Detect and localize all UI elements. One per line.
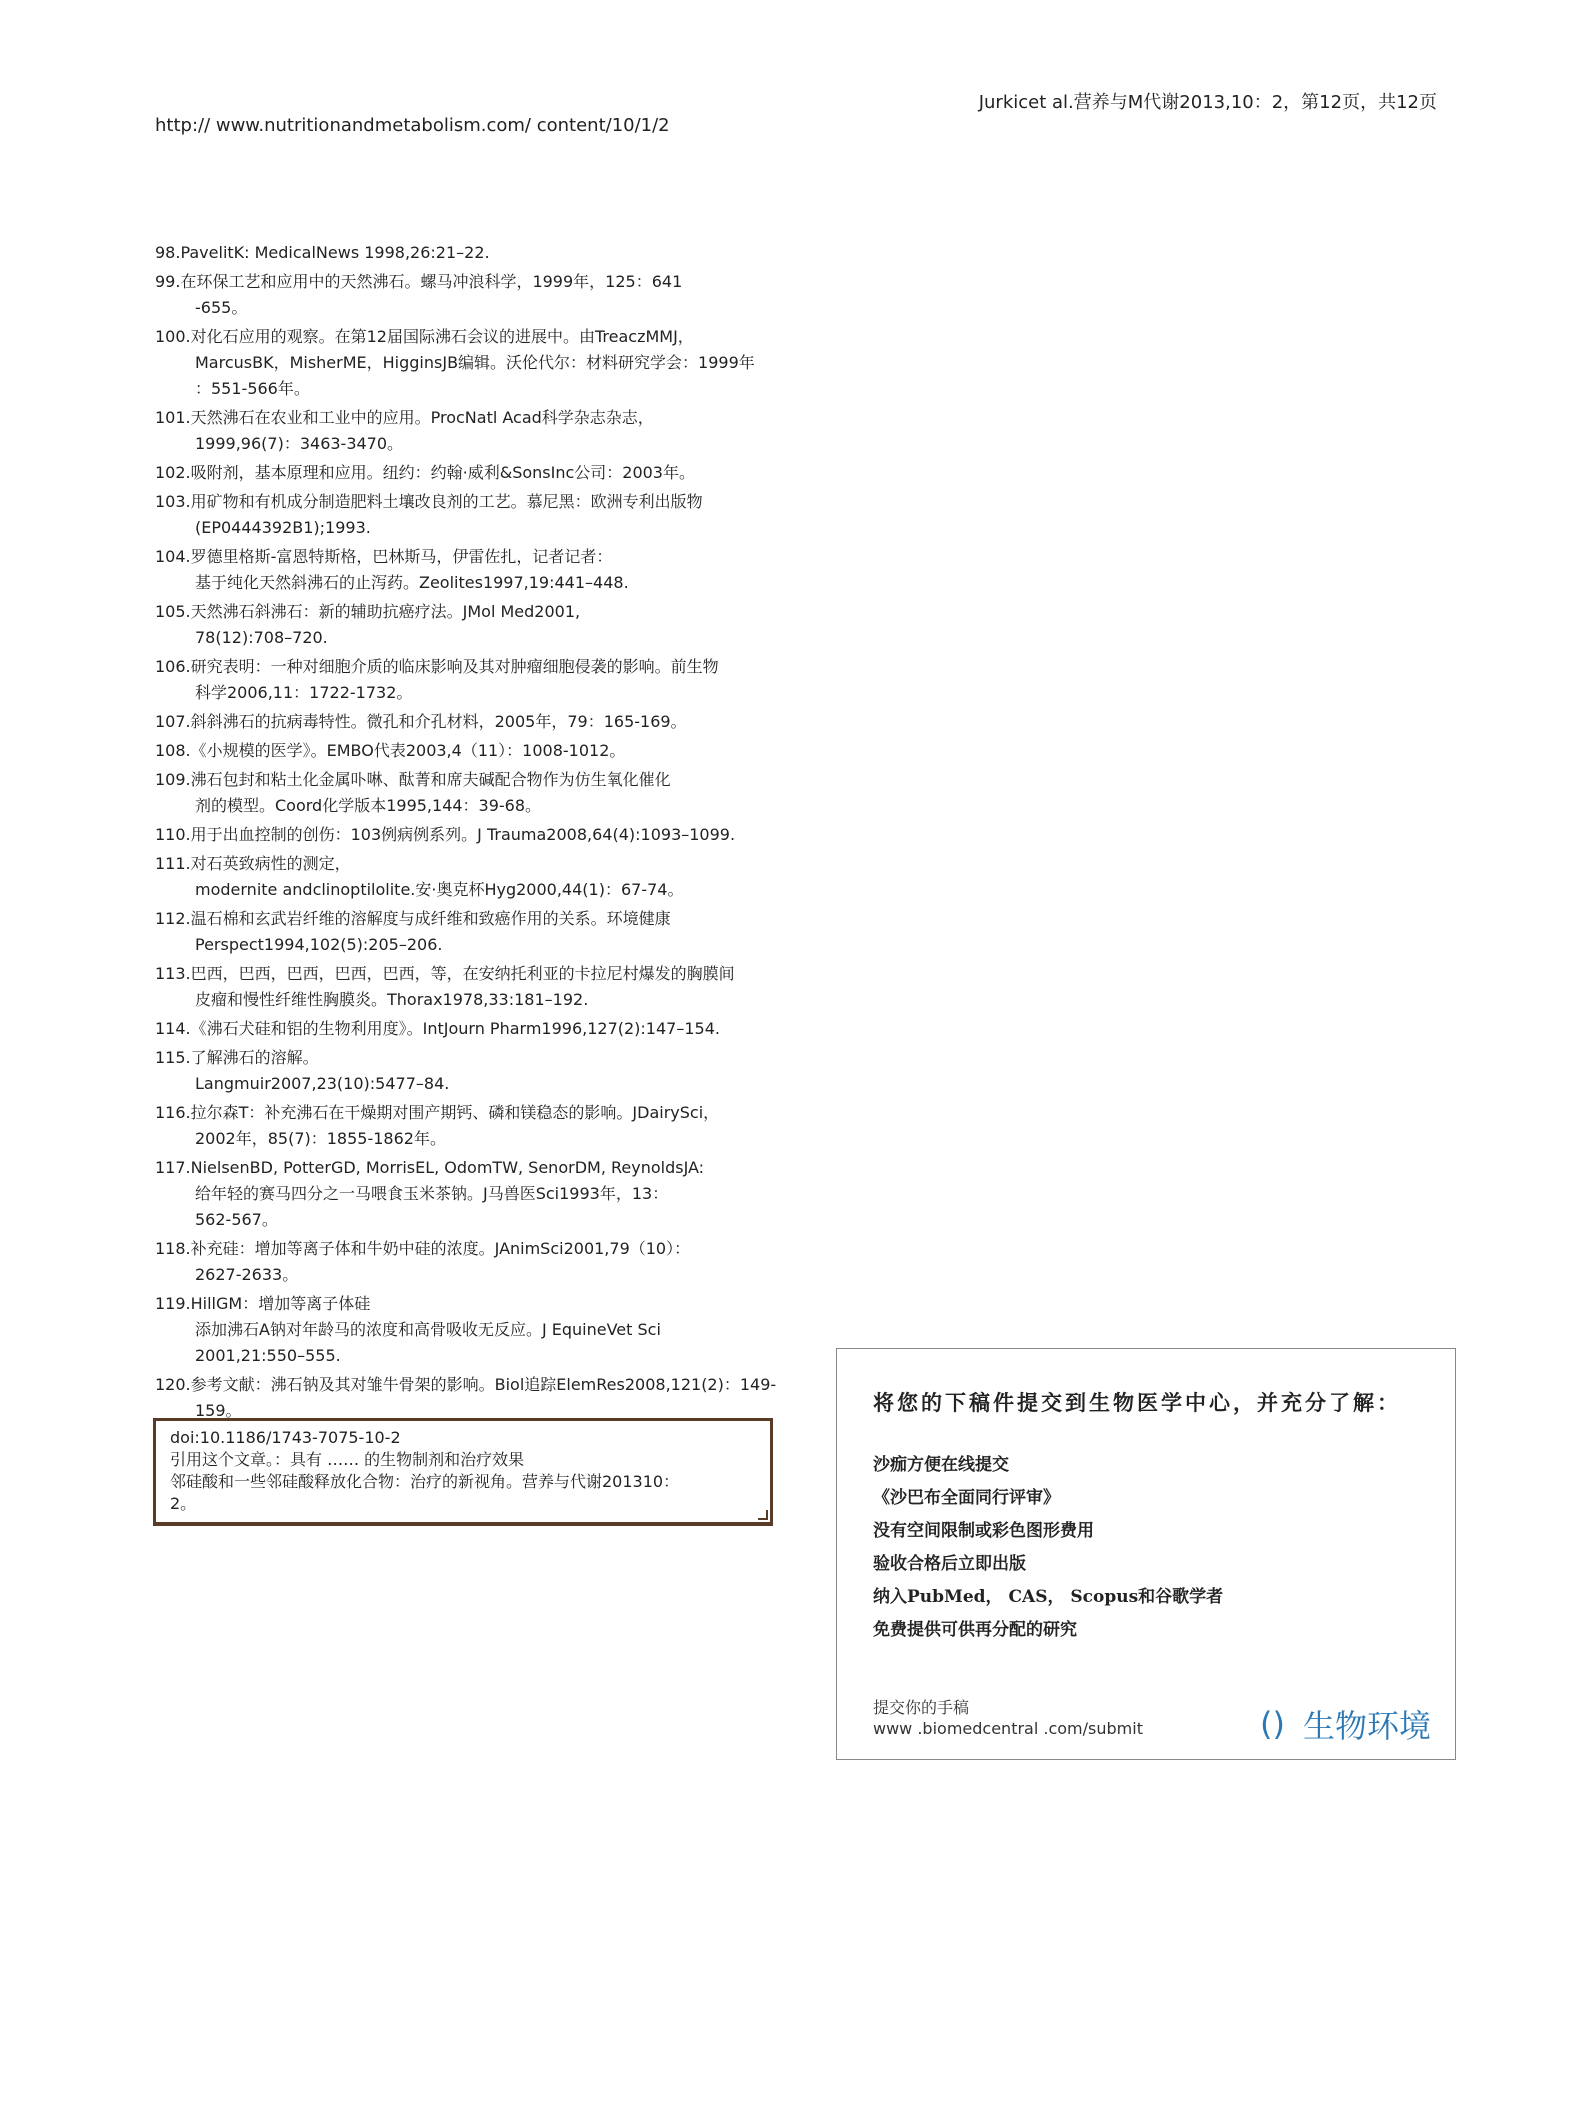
reference-text: 106.研究表明：一种对细胞介质的临床影响及其对肿瘤细胞侵袭的影响。前生物 xyxy=(155,657,719,676)
reference-text: 111.对石英致病性的测定， xyxy=(155,854,351,873)
reference-item xyxy=(155,405,795,457)
bmc-logo xyxy=(1260,1701,1431,1747)
reference-text-continued: 2002年，85(7)：1855-1862年。 xyxy=(195,1129,446,1148)
biomedcentral-ad-box xyxy=(836,1348,1456,1760)
bmc-benefit-item: 沙痂方便在线提交 xyxy=(873,1455,1009,1475)
reference-item xyxy=(155,324,795,402)
running-header-citation: Jurkicet al.营养与M代谢2013,10：2，第12页，共12页 xyxy=(978,92,1437,113)
reference-item xyxy=(155,906,795,958)
reference-item xyxy=(155,1236,795,1288)
bmc-benefit-item: 没有空间限制或彩色图形费用 xyxy=(873,1521,1094,1541)
reference-text-continued: 1999,96(7)：3463-3470。 xyxy=(195,434,404,453)
reference-text: 109.沸石包封和粘土化金属卟啉、酞菁和席夫碱配合物作为仿生氧化催化 xyxy=(155,770,671,789)
reference-text-continued: Langmuir2007,23(10):5477–84. xyxy=(195,1074,450,1093)
reference-item xyxy=(155,599,795,651)
reference-item xyxy=(155,460,795,486)
reference-item xyxy=(155,240,795,266)
reference-item xyxy=(155,1155,795,1233)
reference-text: 105.天然沸石斜沸石：新的辅助抗癌疗法。JMol Med2001, xyxy=(155,602,581,621)
citation-doi: doi:10.1186/1743-7075-10-2 xyxy=(170,1428,401,1447)
reference-text-continued: -655。 xyxy=(195,298,248,317)
citation-line: 邻硅酸和一些邻硅酸释放化合物：治疗的新视角。营养与代谢201310： xyxy=(170,1472,680,1491)
bmc-submit-block xyxy=(873,1697,1143,1739)
reference-text-continued: MarcusBK，MisherME，HigginsJB编辑。沃伦代尔：材料研究学会：1999年 xyxy=(195,353,755,372)
reference-text: 113.巴西，巴西，巴西，巴西，巴西，等，在安纳托利亚的卡拉尼村爆发的胸膜间 xyxy=(155,964,735,983)
reference-text-continued: Perspect1994,102(5):205–206. xyxy=(195,935,443,954)
bmc-benefit-item: 纳入PubMed， CAS， Scopus和谷歌学者 xyxy=(873,1587,1224,1607)
reference-text-continued: 159。 xyxy=(195,1401,242,1420)
reference-text-continued: 剂的模型。Coord化学版本1995,144：39-68。 xyxy=(195,796,542,815)
reference-text: 117.NielsenBD, PotterGD, MorrisEL, OdomTW, SenorDM, ReynoldsJA: xyxy=(155,1158,705,1177)
reference-text-continued: ：551-566年。 xyxy=(195,379,310,398)
bmc-logo-text: 生物环境 xyxy=(1302,1707,1431,1745)
reference-item xyxy=(155,822,795,848)
bmc-benefit-item: 验收合格后立即出版 xyxy=(873,1554,1026,1574)
reference-text: 102.吸附剂，基本原理和应用。纽约：约翰·威利&SonsInc公司：2003年。 xyxy=(155,463,695,482)
reference-item xyxy=(155,1291,795,1369)
bmc-title: 将您的下稿件提交到生物医学中心，并充分了解： xyxy=(873,1390,1401,1415)
reference-text: 118.补充硅：增加等离子体和牛奶中硅的浓度。JAnimSci2001,79（10）： xyxy=(155,1239,691,1258)
resize-grip-icon[interactable] xyxy=(758,1510,768,1520)
reference-text: 108.《小规模的医学》。EMBO代表2003,4（11）：1008-1012。 xyxy=(155,741,626,760)
reference-text: 115.了解沸石的溶解。 xyxy=(155,1048,319,1067)
citation-line: 引用这个文章。：具有 …… 的生物制剂和治疗效果 xyxy=(170,1450,525,1469)
reference-item xyxy=(155,269,795,321)
reference-text: 110.用于出血控制的创伤：103例病例系列。J Trauma2008,64(4):1093–1099. xyxy=(155,825,736,844)
reference-text-continued: (EP0444392B1);1993. xyxy=(195,518,371,537)
reference-item xyxy=(155,654,795,706)
bmc-logo-icon: () xyxy=(1260,1705,1285,1743)
reference-item xyxy=(155,709,795,735)
reference-text: 112.温石棉和玄武岩纤维的溶解度与成纤维和致癌作用的关系。环境健康 xyxy=(155,909,671,928)
reference-item xyxy=(155,544,795,596)
reference-text: 101.天然沸石在农业和工业中的应用。ProcNatl Acad科学杂志杂志， xyxy=(155,408,654,427)
reference-text: 98.PavelitK: MedicalNews 1998,26:21–22. xyxy=(155,243,490,262)
reference-text: 114.《沸石犬硅和铝的生物利用度》。IntJourn Pharm1996,127(2):147–154. xyxy=(155,1019,720,1038)
bmc-submit-link[interactable]: www .biomedcentral .com/submit xyxy=(873,1719,1143,1738)
reference-text-continued: 2001,21:550–555. xyxy=(195,1346,341,1365)
bmc-benefit-item: 免费提供可供再分配的研究 xyxy=(873,1620,1077,1640)
reference-list xyxy=(155,240,795,1427)
reference-item xyxy=(155,489,795,541)
reference-text-continued: 基于纯化天然斜沸石的止泻药。Zeolites1997,19:441–448. xyxy=(195,573,629,592)
reference-text-continued: 添加沸石A钠对年龄马的浓度和高骨吸收无反应。J EquineVet Sci xyxy=(195,1320,661,1339)
reference-text-continued: modernite andclinoptilolite.安·奥克杯Hyg2000,44(1)：67-74。 xyxy=(195,880,684,899)
reference-text-continued: 2627-2633。 xyxy=(195,1265,299,1284)
reference-text: 119.HillGM：增加等离子体硅 xyxy=(155,1294,371,1313)
article-url[interactable]: http:// www.nutritionandmetabolism.com/ content/10/1/2 xyxy=(155,115,670,136)
reference-text-continued: 562-567。 xyxy=(195,1210,278,1229)
reference-item xyxy=(155,851,795,903)
reference-item xyxy=(155,1372,795,1424)
reference-text: 107.斜斜沸石的抗病毒特性。微孔和介孔材料，2005年，79：165-169。 xyxy=(155,712,687,731)
reference-text: 120.参考文献：沸石钠及其对雏牛骨架的影响。Biol追踪ElemRes2008,121(2)：149- xyxy=(155,1375,777,1394)
citation-line: 2。 xyxy=(170,1494,197,1513)
reference-text: 116.拉尔森T：补充沸石在干燥期对围产期钙、磷和镁稳态的影响。JDairySci， xyxy=(155,1103,720,1122)
reference-text: 100.对化石应用的观察。在第12届国际沸石会议的进展中。由TreaczMMJ， xyxy=(155,327,694,346)
reference-text: 99.在环保工艺和应用中的天然沸石。螺马冲浪科学，1999年，125：641 xyxy=(155,272,683,291)
bmc-benefit-item: 《沙巴布全面同行评审》 xyxy=(873,1488,1060,1508)
reference-item xyxy=(155,1016,795,1042)
reference-text-continued: 78(12):708–720. xyxy=(195,628,328,647)
reference-item xyxy=(155,1045,795,1097)
reference-text-continued: 科学2006,11：1722-1732。 xyxy=(195,683,413,702)
reference-item xyxy=(155,1100,795,1152)
bmc-submit-label: 提交你的手稿 xyxy=(873,1698,970,1717)
bmc-benefit-list xyxy=(873,1449,1223,1647)
reference-text-continued: 给年轻的赛马四分之一马喂食玉米茶钠。J马兽医Sci1993年，13： xyxy=(195,1184,669,1203)
citation-box[interactable] xyxy=(153,1418,773,1526)
reference-text-continued: 皮瘤和慢性纤维性胸膜炎。Thorax1978,33:181–192. xyxy=(195,990,589,1009)
reference-item xyxy=(155,738,795,764)
reference-item xyxy=(155,767,795,819)
reference-item xyxy=(155,961,795,1013)
reference-text: 104.罗德里格斯-富恩特斯格，巴林斯马，伊雷佐扎，记者记者： xyxy=(155,547,613,566)
reference-text: 103.用矿物和有机成分制造肥料土壤改良剂的工艺。慕尼黑：欧洲专利出版物 xyxy=(155,492,703,511)
